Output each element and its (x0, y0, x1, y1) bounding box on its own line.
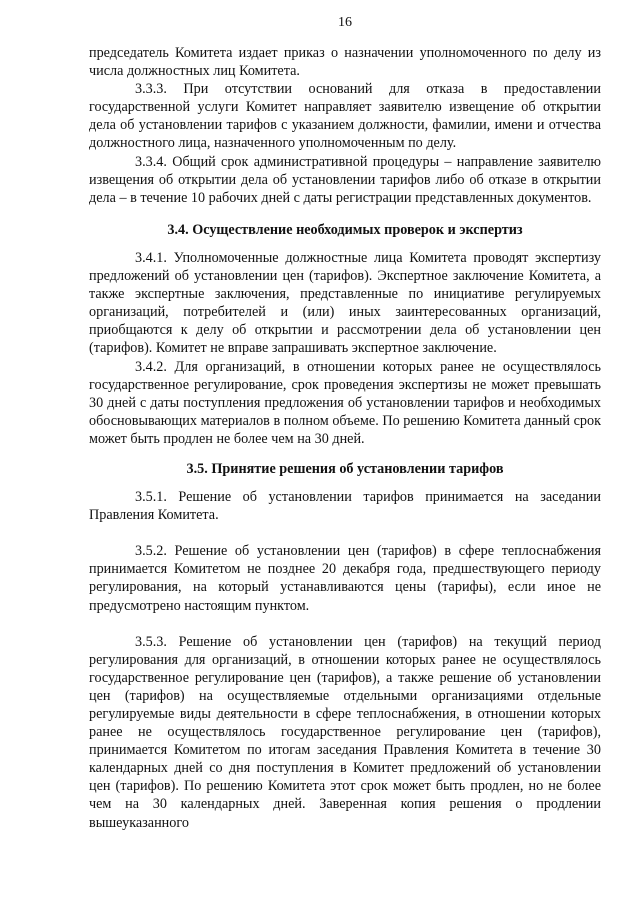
paragraph-continuation: председатель Комитета издает приказ о назначении уполномоченного по делу из числа должностных лиц Комитета. (89, 45, 601, 80)
page-number: 16 (338, 15, 352, 30)
section-heading-3-4: 3.4. Осуществление необходимых проверок и экспертиз (167, 221, 523, 238)
paragraph-3-4-2: 3.4.2. Для организаций, в отношении которых ранее не осуществлялось государственное регулирование, срок проведения экспертизы не может превышать 30 дней с даты поступления предложения об установлении тарифов и необходимых обосновывающих материалов в полном объеме. По решению Комитета данный срок может быть продлен не более чем на 30 дней. (89, 358, 601, 447)
paragraph-3-5-2: 3.5.2. Решение об установлении цен (тарифов) в сфере теплоснабжения принимается Комитетом не позднее 20 декабря года, предшествующего периоду регулирования, на который устанавливаются цены (тарифы), если иное не предусмотрено настоящим пунктом. (89, 543, 601, 614)
paragraph-3-4-1: 3.4.1. Уполномоченные должностные лица Комитета проводят экспертизу предложений об установлении цен (тарифов). Экспертное заключение Комитета, а также экспертные заключения, представленные по инициативе регулируемых организаций, потребителей и (или) иных заинтересованных организаций, приобщаются к делу об открытии и рассмотрении дела об установлении цен (тарифов). Комитет не вправе запрашивать экспертное заключение. (89, 249, 601, 357)
paragraph-3-5-3: 3.5.3. Решение об установлении цен (тарифов) на текущий период регулирования для организаций, в отношении которых ранее не осуществлялось государственное регулирование цен (тарифов), а также решение об установлении цен (тарифов) на осуществляемые отдельными организациями отдельные регулируемые виды деятельности в сфере теплоснабжения, в отношении которых ранее не осуществлялось государственное регулирование цен (тарифов), принимается Комитетом по итогам заседания Правления Комитета в течение 30 календарных дней со дня поступления в Комитет предложений об установлении цен (тарифов). По решению Комитета этот срок может быть продлен, но не более чем на 30 календарных дней. Заверенная копия решения о продлении вышеуказанного (89, 633, 601, 831)
document-page (89, 14, 601, 832)
paragraph-3-3-3: 3.3.3. При отсутствии оснований для отказа в предоставлении государственной услуги Комитет направляет заявителю извещение об открытии дела об установлении тарифов с указанием должности, фамилии, имени и отчества должностного лица, назначенного уполномоченным по делу. (89, 81, 601, 152)
paragraph-3-5-1: 3.5.1. Решение об установлении тарифов принимается на заседании Правления Комитета. (89, 489, 601, 524)
paragraph-3-3-4: 3.3.4. Общий срок административной процедуры – направление заявителю извещения об открытии дела об установлении тарифов либо об отказе в открытии дела – в течение 10 рабочих дней с даты регистрации представленных документов. (89, 153, 601, 206)
section-heading-3-5: 3.5. Принятие решения об установлении тарифов (186, 460, 504, 477)
